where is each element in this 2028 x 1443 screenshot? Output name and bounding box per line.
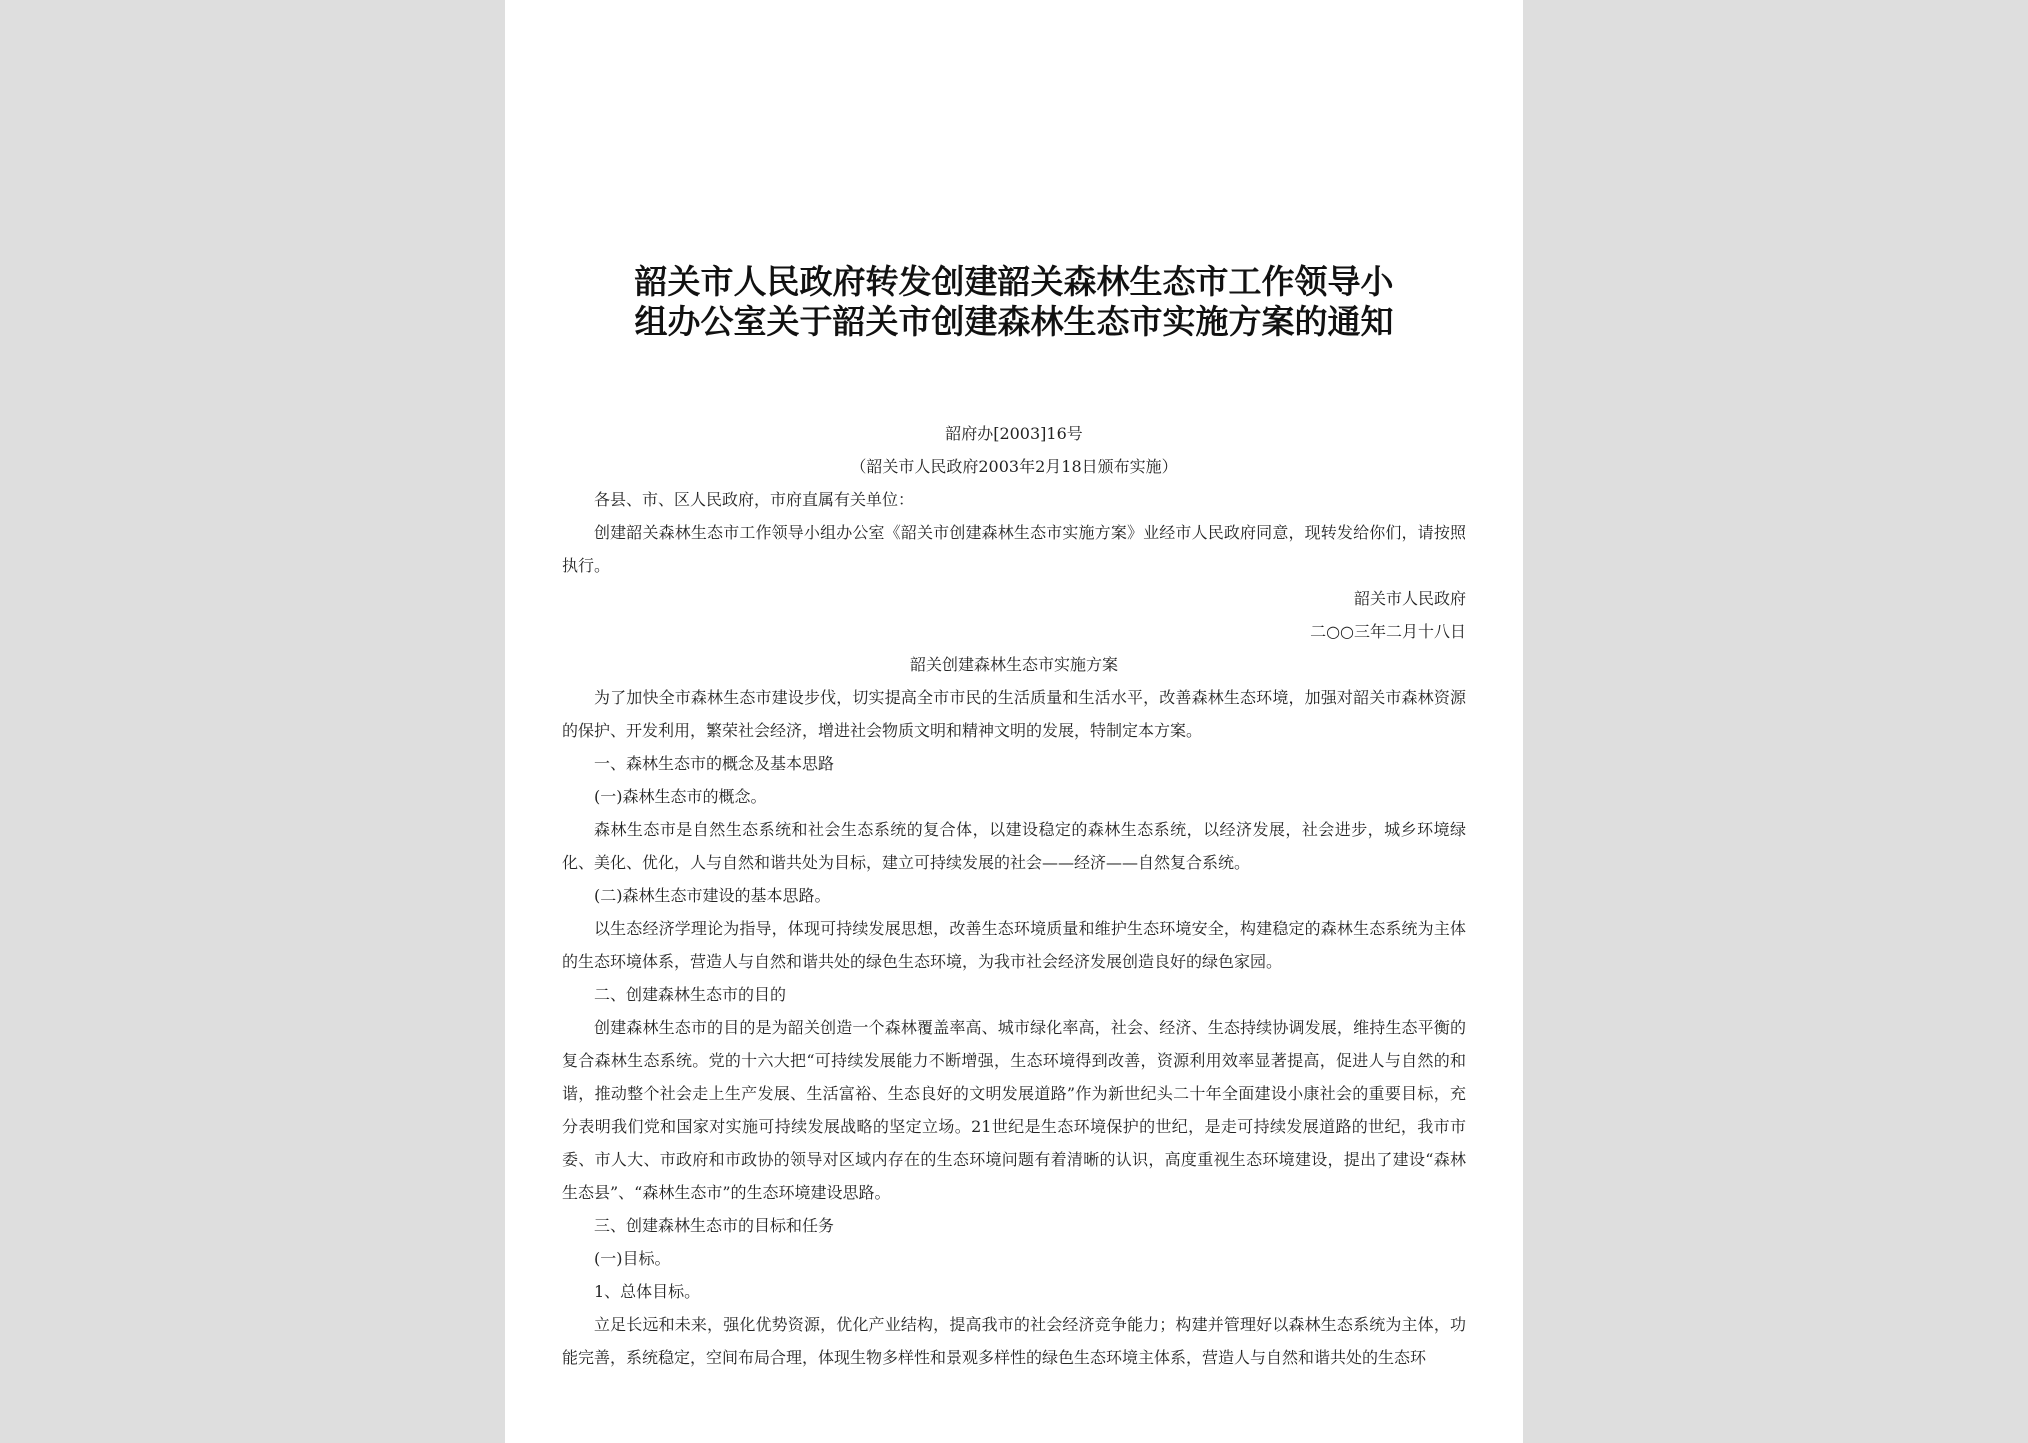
document-page [505, 0, 1523, 1443]
section-heading: 三、创建森林生态市的目标和任务 [594, 1216, 835, 1235]
document-title [505, 262, 1523, 342]
paragraph: 立足长远和未来，强化优势资源，优化产业结构，提高我市的社会经济竞争能力；构建并管理好以森林生态系统为主体，功能完善，系统稳定，空间布局合理，体现生物多样性和景观多样性的绿色生态环境主体系，营造人与自然和谐共处的生态环 [562, 1315, 1466, 1367]
issue-note: （韶关市人民政府2003年2月18日颁布实施） [850, 457, 1178, 476]
section-heading: 一、森林生态市的概念及基本思路 [594, 754, 835, 773]
subsection-heading: (二)森林生态市建设的基本思路。 [594, 886, 831, 905]
subsection-heading: (一)目标。 [594, 1249, 671, 1268]
section-heading: 二、创建森林生态市的目的 [594, 985, 787, 1004]
document-body [562, 417, 1466, 1374]
paragraph: 创建森林生态市的目的是为韶关创造一个森林覆盖率高、城市绿化率高，社会、经济、生态持续协调发展，维持生态平衡的复合森林生态系统。党的十六大把“可持续发展能力不断增强，生态环境得到改善，资源利用效率显著提高，促进人与自然的和谐，推动整个社会走上生产发展、生活富裕、生态良好的文明发展道路”作为新世纪头二十年全面建设小康社会的重要目标，充分表明我们党和国家对实施可持续发展战略的坚定立场。21世纪是生态环境保护的世纪，是走可持续发展道路的世纪，我市市委、市人大、市政府和市政协的领导对区域内存在的生态环境问题有着清晰的认识，高度重视生态环境建设，提出了建设“森林生态县”、“森林生态市”的生态环境建设思路。 [562, 1018, 1466, 1202]
subsection-heading: 1、总体目标。 [594, 1282, 701, 1301]
subsection-heading: (一)森林生态市的概念。 [594, 787, 767, 806]
doc-number: 韶府办[2003]16号 [945, 424, 1083, 443]
salutation: 各县、市、区人民政府，市府直属有关单位： [594, 490, 915, 509]
signature-org: 韶关市人民政府 [1353, 589, 1466, 608]
plan-title: 韶关创建森林生态市实施方案 [909, 655, 1118, 674]
paragraph: 以生态经济学理论为指导，体现可持续发展思想，改善生态环境质量和维护生态环境安全，构建稳定的森林生态系统为主体的生态环境体系，营造人与自然和谐共处的绿色生态环境，为我市社会经济发展创造良好的绿色家园。 [562, 919, 1466, 971]
title-line-2: 组办公室关于韶关市创建森林生态市实施方案的通知 [634, 302, 1394, 341]
paragraph: 森林生态市是自然生态系统和社会生态系统的复合体，以建设稳定的森林生态系统，以经济发展，社会进步，城乡环境绿化、美化、优化，人与自然和谐共处为目标，建立可持续发展的社会——经济——自然复合系统。 [562, 820, 1466, 872]
signature-date: 二○○三年二月十八日 [1310, 622, 1466, 641]
paragraph: 为了加快全市森林生态市建设步伐，切实提高全市市民的生活质量和生活水平，改善森林生态环境，加强对韶关市森林资源的保护、开发利用，繁荣社会经济，增进社会物质文明和精神文明的发展，特制定本方案。 [562, 688, 1466, 740]
notice-text: 创建韶关森林生态市工作领导小组办公室《韶关市创建森林生态市实施方案》业经市人民政府同意，现转发给你们，请按照执行。 [562, 523, 1466, 575]
title-line-1: 韶关市人民政府转发创建韶关森林生态市工作领导小 [634, 262, 1394, 301]
